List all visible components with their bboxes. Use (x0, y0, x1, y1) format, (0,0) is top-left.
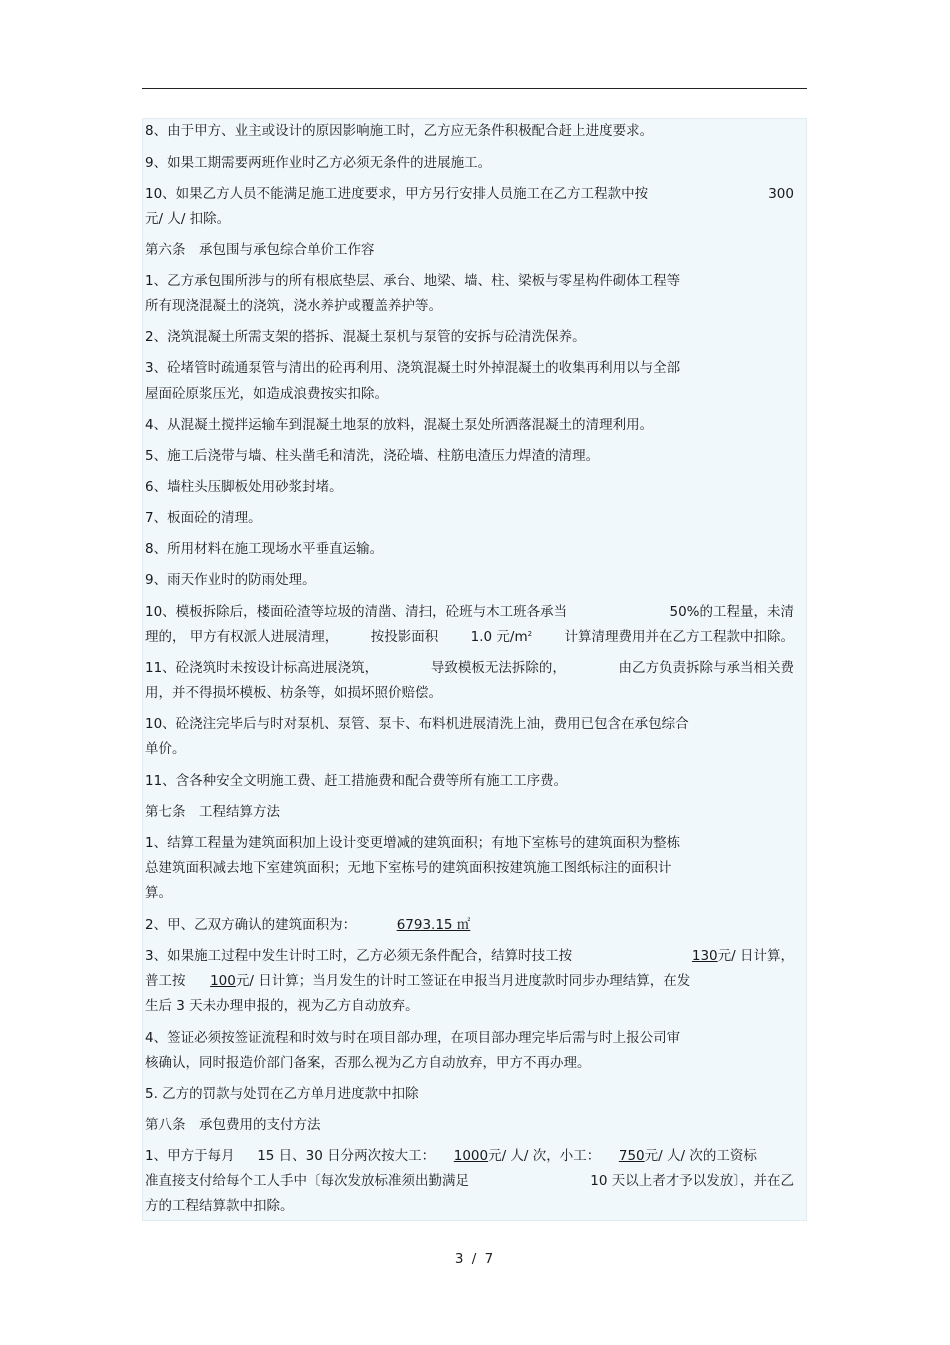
text-run: 准直接支付给每个工人手中〔每次发放标准须出勤满足 (145, 1173, 469, 1189)
text-run: 导致模板无法拆除的， (430, 660, 566, 676)
paragraph-line: 核确认，同时报造价部门备案，否那么视为乙方自动放弃，甲方不再办理。 (145, 1055, 591, 1071)
paragraph-line: 所有现浇混凝土的浇筑，浇水养护或覆盖养护等。 (145, 298, 442, 314)
paragraph-line: 2、浇筑混凝土所需支架的搭拆、混凝土泵机与泵管的安拆与砼清洗保养。 (145, 329, 586, 345)
paragraph-line: 生后 3 天未办理申报的，视为乙方自动放弃。 (145, 998, 419, 1014)
paragraph-line (145, 603, 794, 621)
text-run: 按投影面积 (370, 629, 439, 645)
paragraph-line: 方的工程结算款中扣除。 (145, 1198, 294, 1214)
paragraph-line (145, 628, 794, 646)
text-run: 10、模板拆除后，楼面砼渣等垃圾的清凿、清扫，砼班与木工班各承当 (145, 604, 568, 620)
section-heading: 第七条 工程结算方法 (145, 804, 280, 820)
page-number: 3 / 7 (454, 1251, 496, 1267)
wage-value: 1000 (453, 1148, 489, 1164)
paragraph-line: 3、砼堵管时疏通泵管与清出的砼再利用、浇筑混凝土时外掉混凝土的收集再利用以与全部 (145, 360, 681, 376)
paragraph-line: 9、雨天作业时的防雨处理。 (145, 572, 316, 588)
paragraph-line: 10、砼浇注完毕后与时对泵机、泵管、泵卡、布料机进展清洗上油，费用已包含在承包综合 (145, 716, 689, 732)
text-run: 50%的工程量，未清 (669, 604, 794, 620)
text-run: 11、砼浇筑时未按设计标高进展浇筑， (145, 660, 379, 676)
superscript: 2 (527, 630, 533, 638)
paragraph-line: 11、含各种安全文明施工费、赶工措施费和配合费等所有施工工序费。 (145, 773, 568, 789)
text-run: 元/ 日计算；当月发生的计时工签证在申报当月进度款时同步办理结算，在发 (235, 973, 691, 989)
rate-value: 100 (210, 973, 236, 989)
paragraph-line: 算。 (145, 885, 172, 901)
text-run: 3、如果施工过程中发生计时工时，乙方必须无条件配合，结算时技工按 (145, 948, 573, 964)
text-run: 理的， 甲方有权派人进展清理， (145, 629, 339, 645)
paragraph-line: 7、板面砼的清理。 (145, 510, 262, 526)
paragraph-line (145, 185, 794, 203)
paragraph-line (145, 1147, 794, 1165)
paragraph-line: 单价。 (145, 741, 186, 757)
paragraph-line: 1、乙方承包围所涉与的所有根底垫层、承台、地梁、墙、柱、梁板与零星构件砌体工程等 (145, 273, 681, 289)
paragraph-line (145, 1172, 794, 1190)
text-run (471, 628, 532, 646)
text-run: 元/ 人/ 次，小工： (488, 1148, 601, 1164)
paragraph-line: 1、结算工程量为建筑面积加上设计变更增减的建筑面积；有地下室栋号的建筑面积为整栋 (145, 835, 681, 851)
paragraph-line: 4、签证必须按签证流程和时效与时在项目部办理，在项目部办理完毕后需与时上报公司审 (145, 1030, 681, 1046)
text-run: 10、如果乙方人员不能满足施工进度要求，甲方另行安排人员施工在乙方工程款中按 (145, 186, 649, 202)
text-run: 元/ 人/ 次的工资标 (644, 1148, 757, 1164)
paragraph-line: 6、墙柱头压脚板处用砂浆封堵。 (145, 479, 343, 495)
paragraph-line: 5. 乙方的罚款与处罚在乙方单月进度款中扣除 (145, 1086, 419, 1102)
paragraph-line: 9、如果工期需要两班作业时乙方必须无条件的进展施工。 (145, 155, 492, 171)
text-run: 10 天以上者才予以发放〕，并在乙 (590, 1173, 794, 1189)
text-run: 1、甲方于每月 (145, 1148, 235, 1164)
text-run: 由乙方负责拆除与承当相关费 (618, 660, 794, 676)
section-heading: 第八条 承包费用的支付方法 (145, 1117, 321, 1133)
paragraph-line: 总建筑面积减去地下室建筑面积；无地下室栋号的建筑面积按建筑施工图纸标注的面积计 (145, 860, 672, 876)
paragraph-line: 用，并不得损坏模板、枋条等，如损坏照价赔偿。 (145, 685, 442, 701)
text-run: 计算清理费用并在乙方工程款中扣除。 (564, 629, 794, 645)
text-run (692, 947, 794, 965)
paragraph-line: 4、从混凝土搅拌运输车到混凝土地泵的放料，混凝土泵处所洒落混凝土的清理利用。 (145, 417, 654, 433)
wage-value: 750 (618, 1148, 645, 1164)
paragraph-line (145, 659, 794, 677)
paragraph-line: 8、由于甲方、业主或设计的原因影响施工时，乙方应无条件积极配合赶上进度要求。 (145, 123, 654, 139)
paragraph-line: 屋面砼原浆压光，如造成浪费按实扣除。 (145, 386, 388, 402)
unit-text: 元/ 日计算， (717, 948, 794, 964)
section-heading: 第六条 承包围与承包综合单价工作容 (145, 242, 375, 258)
paragraph-line: 8、所用材料在施工现场水平垂直运输。 (145, 541, 384, 557)
paragraph-line (145, 972, 794, 990)
text-run: 15 日、30 日分两次按大工： (257, 1148, 436, 1164)
unit-text: 1.0 元/m (470, 629, 528, 645)
rate-value: 130 (691, 948, 718, 964)
area-value: 6793.15 ㎡ (396, 917, 471, 933)
paragraph-line (145, 947, 794, 965)
text-run: 普工按 (145, 973, 186, 989)
header-rule (142, 88, 807, 89)
paragraph-line: 元/ 人/ 扣除。 (145, 211, 231, 227)
paragraph-line (145, 916, 794, 934)
paragraph-line: 5、施工后浇带与墙、柱头凿毛和清洗，浇砼墙、柱筋电渣压力焊渣的清理。 (145, 448, 600, 464)
text-run: 2、甲、乙双方确认的建筑面积为： (145, 917, 357, 933)
text-run: 300 (768, 186, 794, 202)
document-body (142, 118, 807, 1221)
